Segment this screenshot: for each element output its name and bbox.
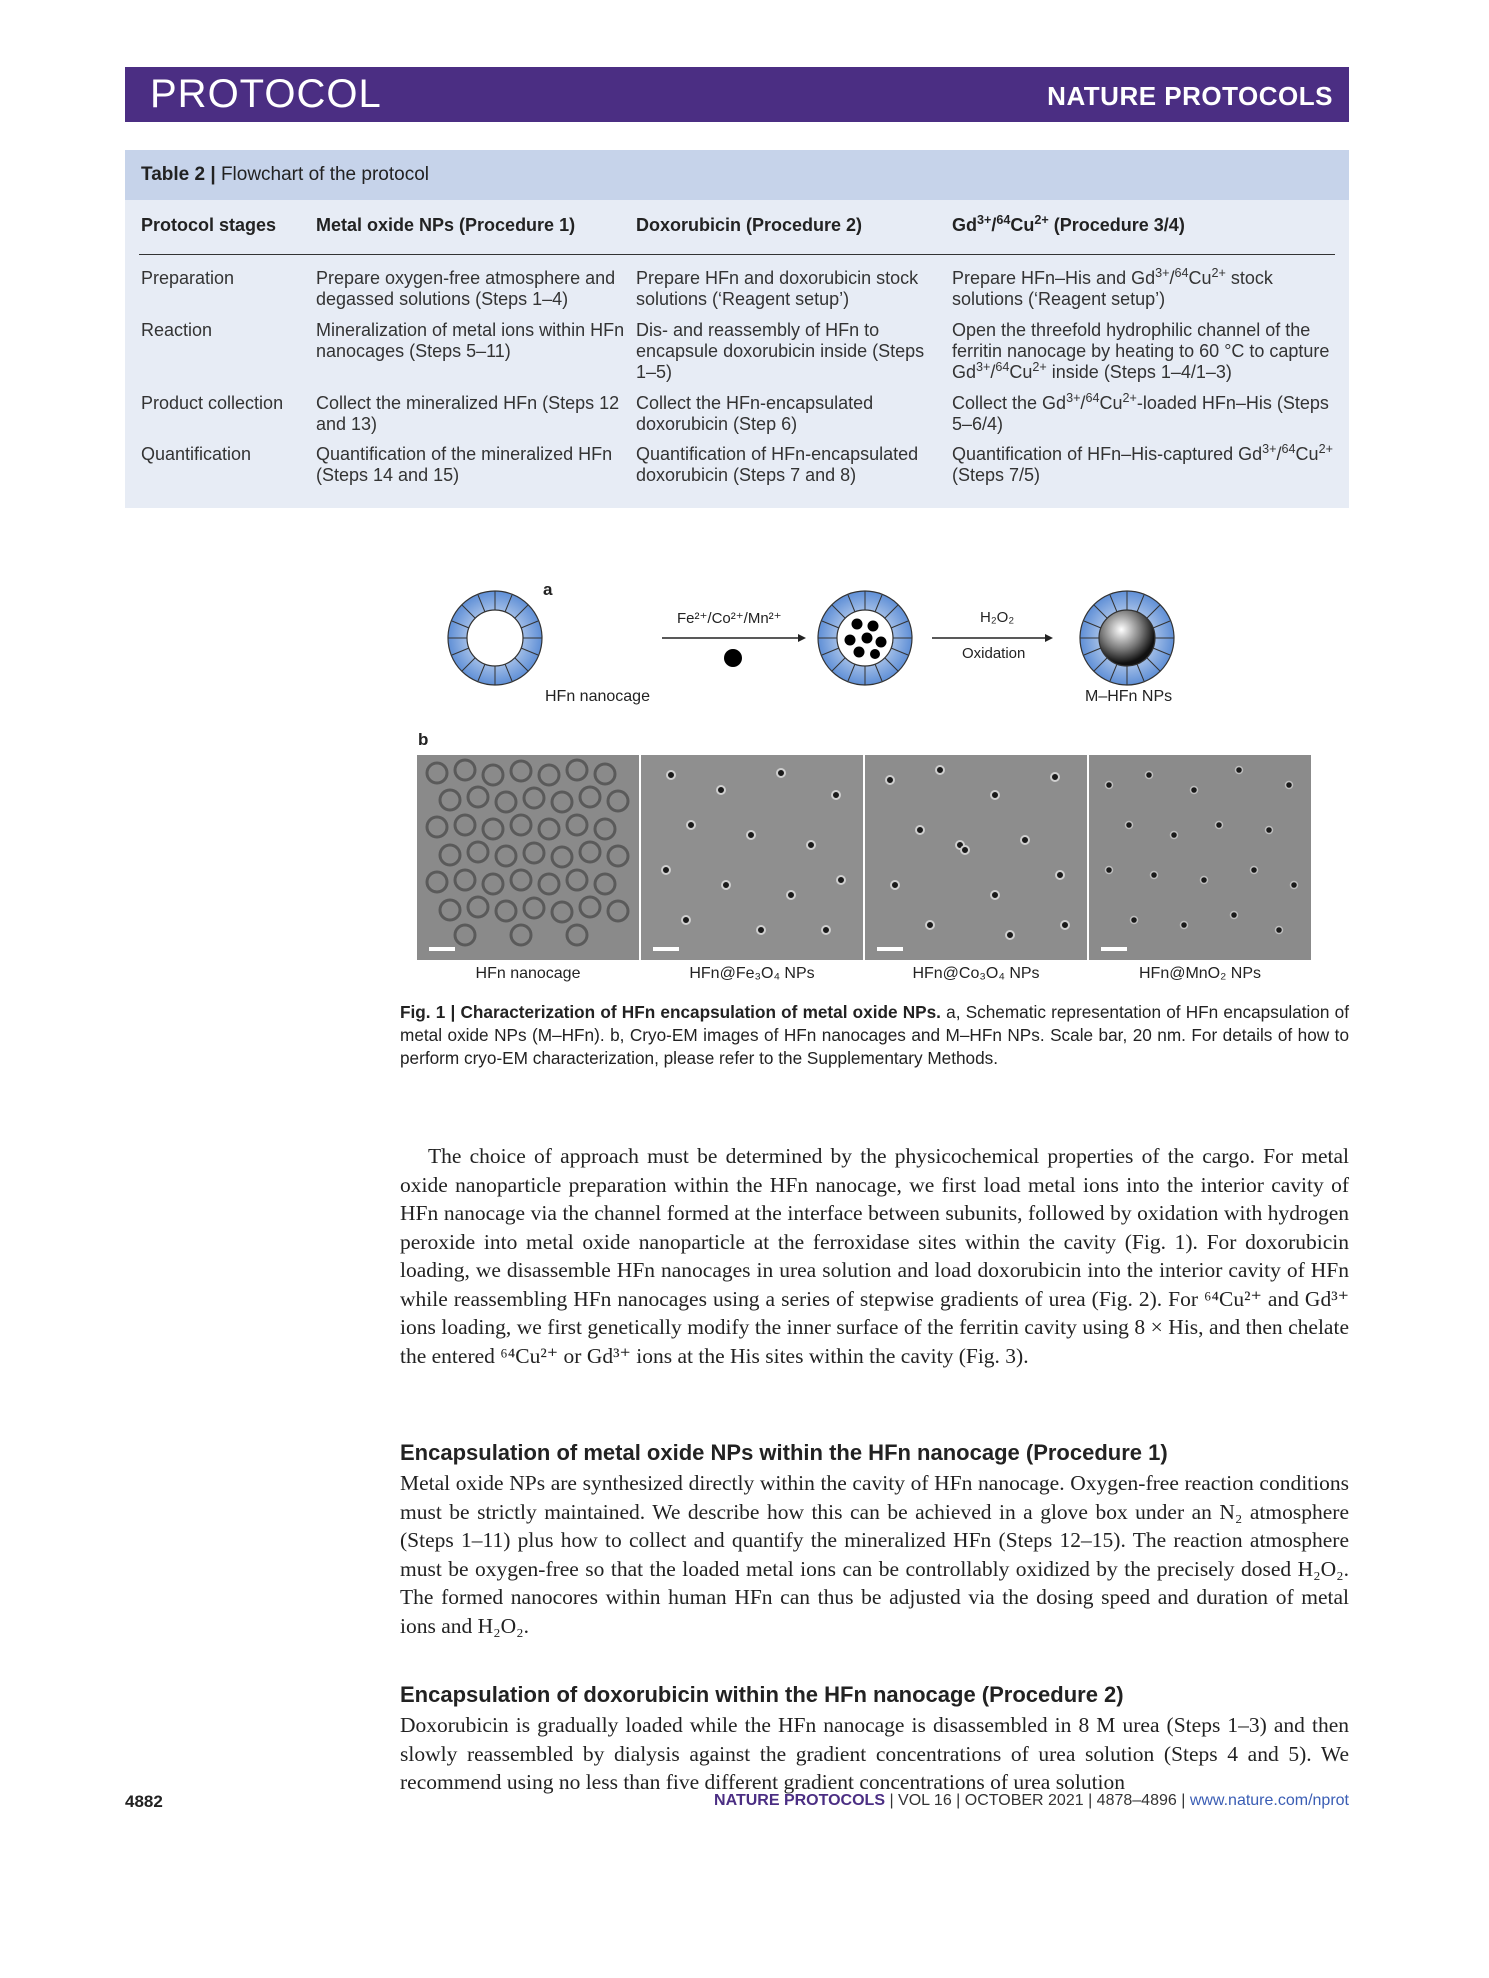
table-cell: Collect the mineralized HFn (Steps 12 and 13) (316, 393, 620, 434)
header-bar (125, 67, 1349, 122)
table-cell: Product collection (141, 393, 284, 413)
table-title (125, 150, 1349, 200)
table-cell: Quantification (141, 444, 252, 464)
table-cell: Prepare HFn–His and $Gd^{3+}/^{64}Cu^{2+}$ stock solutions (‘Reagent setup’) (952, 266, 1273, 309)
table-cell: Quantification of HFn–His-captured $Gd^{3+}/^{64}Cu^{2+}$ (Steps 7/5) (952, 442, 1333, 485)
em-caption: HFn@Fe₃O₄ NPs (689, 965, 815, 982)
footer-volume: | VOL 16 | OCTOBER 2021 | 4878–4896 | (885, 1792, 1190, 1809)
em-caption: HFn nanocage (475, 965, 581, 982)
col-header-dox: Doxorubicin (Procedure 2) (636, 215, 863, 235)
figure-1 (400, 580, 1350, 1000)
cryo-em-image-mno2 (1089, 755, 1311, 960)
table-title-text: Flowchart of the protocol (220, 164, 429, 185)
em-caption: HFn@MnO₂ NPs (1138, 965, 1262, 982)
table-cell: Prepare HFn and doxorubicin stock solutions (‘Reagent setup’) (636, 268, 919, 309)
panel-b-label: b (418, 730, 429, 749)
loaded-nanocage-icon (818, 591, 912, 685)
nanocage-label: HFn nanocage (545, 688, 650, 705)
hfn-nanocage-icon (448, 591, 542, 685)
flowchart-table (125, 150, 1349, 508)
table-cell: Dis- and reassembly of HFn to encapsule doxorubicin inside (Steps 1–5) (636, 320, 925, 382)
table-cell: Collect the $Gd^{3+}/^{64}Cu^{2+}$-loaded HFn–His (Steps 5–6/4) (952, 391, 1329, 434)
footer-citation (714, 1792, 1349, 1810)
caption-body: a, Schematic representation of HFn encapsulation of metal oxide NPs (M–HFn). b, Cryo-EM images of HFn nanocages and M–HFn NPs. Scale bar, 20 nm. For details of how to perform cryo-EM characterization, please refer to the Supplementary Methods. (400, 1002, 1349, 1068)
metal-ion-icon (724, 649, 742, 667)
table-cell: Collect the HFn-encapsulated doxorubicin (Step 6) (636, 393, 874, 434)
table-cell: Mineralization of metal ions within HFn nanocages (Steps 5–11) (316, 320, 625, 361)
intro-paragraph: The choice of approach must be determined by the physicochemical properties of the cargo. For metal oxide nanoparticle preparation within the HFn nanocage, we first load metal ions into the interior cavity of HFn nanocage via the channel formed at the interface between subunits, followed by oxidation with hydrogen peroxide into metal oxide nanoparticle at the ferroxidase sites within the cavity (Fig. 1). For doxorubicin loading, we disassemble HFn nanocages in urea solution and load doxorubicin into the interior cavity of HFn while reassembling HFn nanocages using a series of stepwise gradients of urea (Fig. 2). For ⁶⁴Cu²⁺ and Gd³⁺ ions loading, we first genetically modify the inner surface of the ferritin cavity using 8 × His, and then chelate the entered ⁶⁴Cu²⁺ or Gd³⁺ ions at the His sites within the cavity (Fig. 3). (400, 1144, 1349, 1368)
caption-title: Fig. 1 | Characterization of HFn encapsulation of metal oxide NPs. (400, 1002, 941, 1022)
cryo-em-image-co3o4 (865, 755, 1087, 960)
table-cell: Quantification of HFn-encapsulated doxorubicin (Steps 7 and 8) (636, 444, 919, 485)
section-label: PROTOCOL (150, 72, 382, 116)
section-heading: Encapsulation of doxorubicin within the HFn nanocage (Procedure 2) (400, 1682, 1124, 1707)
oxidation-label: Oxidation (962, 645, 1026, 662)
footer-journal: NATURE PROTOCOLS (714, 1792, 885, 1809)
col-header-gd: $Gd^{3+}/^{64}Cu^{2+}$ (Procedure 3/4) (952, 213, 1185, 235)
schematic-diagram (400, 580, 1350, 755)
col-header-metal: Metal oxide NPs (Procedure 1) (316, 215, 576, 235)
oxidant-label: H₂O₂ (980, 609, 1015, 626)
page-number: 4882 (125, 1792, 163, 1811)
journal-name: NATURE PROTOCOLS (1047, 81, 1333, 111)
col-header-stages: Protocol stages (141, 215, 277, 235)
section-paragraph: Metal oxide NPs are synthesized directly within the cavity of HFn nanocage. Oxygen-free reaction conditions must be strictly maintained. We describe how this can be achieved in a glove box under an N₂ atmosphere (Steps 1–11) plus how to collect and quantify the mineralized HFn (Steps 12–15). The reaction atmosphere must be oxygen-free so that the loaded metal ions can be controllably oxidized by the precisely dosed H₂O₂. The formed nanocores within human HFn can thus be adjusted via the dosing speed and duration of metal ions and H₂O₂. (400, 1471, 1349, 1638)
table-number: Table 2 | (141, 164, 216, 185)
table-cell: Prepare oxygen-free atmosphere and degassed solutions (Steps 1–4) (316, 268, 616, 309)
figure-caption (400, 1001, 1349, 1070)
table-cell: Preparation (141, 268, 235, 288)
ions-label: Fe²⁺/Co²⁺/Mn²⁺ (677, 610, 782, 627)
panel-a-label: a (543, 580, 553, 599)
table-cell: Reaction (141, 320, 213, 340)
em-caption: HFn@Co₃O₄ NPs (912, 965, 1040, 982)
table-rule (139, 254, 1335, 255)
section-heading: Encapsulation of metal oxide NPs within the HFn nanocage (Procedure 1) (400, 1440, 1168, 1465)
m-hfn-np-icon (1080, 591, 1174, 685)
footer-url-link[interactable]: www.nature.com/nprot (1189, 1792, 1349, 1809)
table-cell: Quantification of the mineralized HFn (Steps 14 and 15) (316, 444, 613, 485)
cryo-em-image-fe3o4 (641, 755, 863, 960)
product-label: M–HFn NPs (1085, 688, 1173, 705)
table-cell: Open the threefold hydrophilic channel of the ferritin nanocage by heating to 60 °C to capture $Gd^{3+}/^{64}Cu^{2+}$ inside (Steps 1–4/1–3) (952, 320, 1330, 382)
section-paragraph: Doxorubicin is gradually loaded while the HFn nanocage is disassembled in 8 M urea (Steps 1–3) and then slowly reassembled by dialysis against the gradient concentrations of urea solution (Steps 4 and 5). We recommend using no less than five different gradient concentrations of urea solution (400, 1713, 1349, 1794)
cryo-em-image-hfn (417, 755, 639, 960)
